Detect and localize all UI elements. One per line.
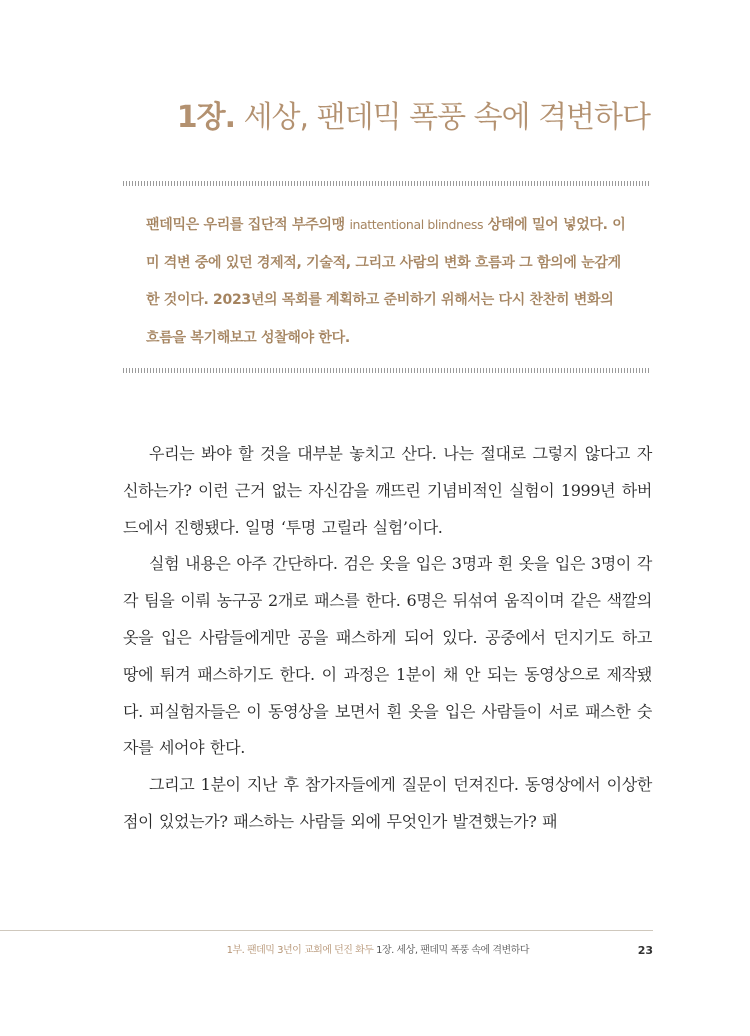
footer-divider: [0, 930, 653, 931]
body-paragraph-1: 우리는 봐야 할 것을 대부분 놓치고 산다. 나는 절대로 그렇지 않다고 자신하는가? 이런 근거 없는 자신감을 깨뜨린 기념비적인 실험이 1999년 하버드에서 진행됐다. 일명 ‘투명 고릴라 실험’이다.: [123, 444, 652, 537]
chapter-number: 1장.: [176, 100, 236, 135]
abstract-text-1: 팬데믹은 우리를 집단적 부주의맹: [146, 217, 350, 233]
footer-part-label: 1부. 팬데믹 3년이 교회에 던진 화두: [226, 945, 374, 956]
bottom-dotted-divider: [123, 368, 650, 373]
top-dotted-divider: [123, 181, 650, 186]
chapter-title-text: 세상, 팬데믹 폭풍 속에 격변하다: [243, 100, 650, 135]
body-paragraph-2: 실험 내용은 아주 간단하다. 검은 옷을 입은 3명과 흰 옷을 입은 3명이 각각 팀을 이뤄 농구공 2개로 패스를 한다. 6명은 뒤섞여 움직이며 같은 색깔의 옷을 입은 사람들에게만 공을 패스하게 되어 있다. 공중에서 던지기도 하고 땅에 튀겨 패스하기도 한다. 이 과정은 1분이 채 안 되는 동영상으로 제작됐다. 피실험자들은 이 동영상을 보면서 흰 옷을 입은 사람들이 서로 패스한 숫자를 세어야 한다.: [123, 554, 652, 758]
footer-chapter-label: 1장. 세상, 팬데믹 폭풍 속에 격변하다: [376, 945, 529, 956]
body-paragraph-3: 그리고 1분이 지난 후 참가자들에게 질문이 던져진다. 동영상에서 이상한 점이 있었는가? 패스하는 사람들 외에 무엇인가 발견했는가? 패: [123, 775, 652, 831]
footer-breadcrumb: [227, 944, 529, 958]
abstract-text-2: 상태에 밀어 넣었다. 이미 격변 중에 있던 경제적, 기술적, 그리고 사람의 변화 흐름과 그 함의에 눈감게 한 것이다. 2023년의 목회를 계획하고 준비하기 위해서는 다시 찬찬히 변화의 흐름을 복기해보고 성찰해야 한다.: [146, 217, 626, 346]
chapter-abstract: [146, 206, 631, 357]
body-text: [123, 436, 652, 841]
page-number: 23: [637, 944, 653, 957]
abstract-english-term: inattentional blindness: [349, 217, 484, 232]
chapter-title: [177, 92, 650, 136]
